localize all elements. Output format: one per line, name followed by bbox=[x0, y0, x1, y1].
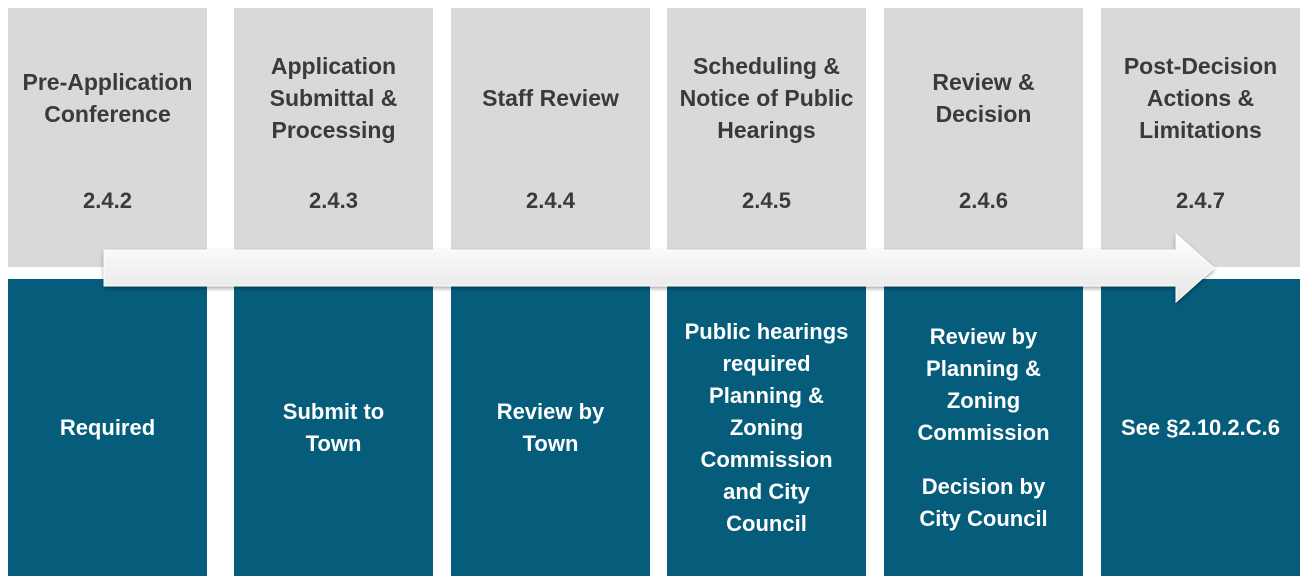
stage-section-number: 2.4.3 bbox=[309, 188, 358, 213]
stage-title: Review & Decision bbox=[932, 69, 1035, 127]
stage-detail-text: Decision by City Council bbox=[919, 473, 1048, 531]
stage-section-number: 2.4.2 bbox=[83, 188, 132, 213]
stage-1-header bbox=[8, 8, 207, 267]
stage-title: Scheduling & Notice of Public Hearings bbox=[679, 53, 854, 143]
stage-1-detail bbox=[8, 279, 207, 576]
stage-section-number: 2.4.7 bbox=[1176, 188, 1225, 213]
stage-detail-text: Required bbox=[59, 414, 156, 440]
stage-detail-text: Review by Town bbox=[496, 398, 605, 456]
stage-4-header bbox=[667, 8, 866, 267]
stage-6-header bbox=[1101, 8, 1300, 267]
stage-detail-text: Public hearings required Planning & Zoning Commission and City Council bbox=[684, 318, 849, 536]
stage-2-detail bbox=[234, 279, 433, 576]
stage-4-detail bbox=[667, 279, 866, 576]
stage-6-detail bbox=[1101, 279, 1300, 576]
stage-detail-text: Submit to Town bbox=[282, 398, 385, 456]
stage-title: Application Submittal & Processing bbox=[269, 53, 398, 143]
stage-3-detail bbox=[451, 279, 650, 576]
stage-5-header bbox=[884, 8, 1083, 267]
stage-title: Staff Review bbox=[482, 85, 619, 111]
stage-title: Pre-Application Conference bbox=[22, 69, 193, 127]
stage-5-detail bbox=[884, 279, 1083, 576]
stage-detail-text: See §2.10.2.C.6 bbox=[1120, 414, 1280, 440]
stage-section-number: 2.4.4 bbox=[526, 188, 575, 213]
stage-section-number: 2.4.5 bbox=[742, 188, 791, 213]
stage-detail-text: Review by Planning & Zoning Commission bbox=[917, 323, 1050, 445]
stage-3-header bbox=[451, 8, 650, 267]
stage-2-header bbox=[234, 8, 433, 267]
stage-section-number: 2.4.6 bbox=[959, 188, 1008, 213]
stage-title: Post-Decision Actions & Limitations bbox=[1123, 53, 1278, 143]
